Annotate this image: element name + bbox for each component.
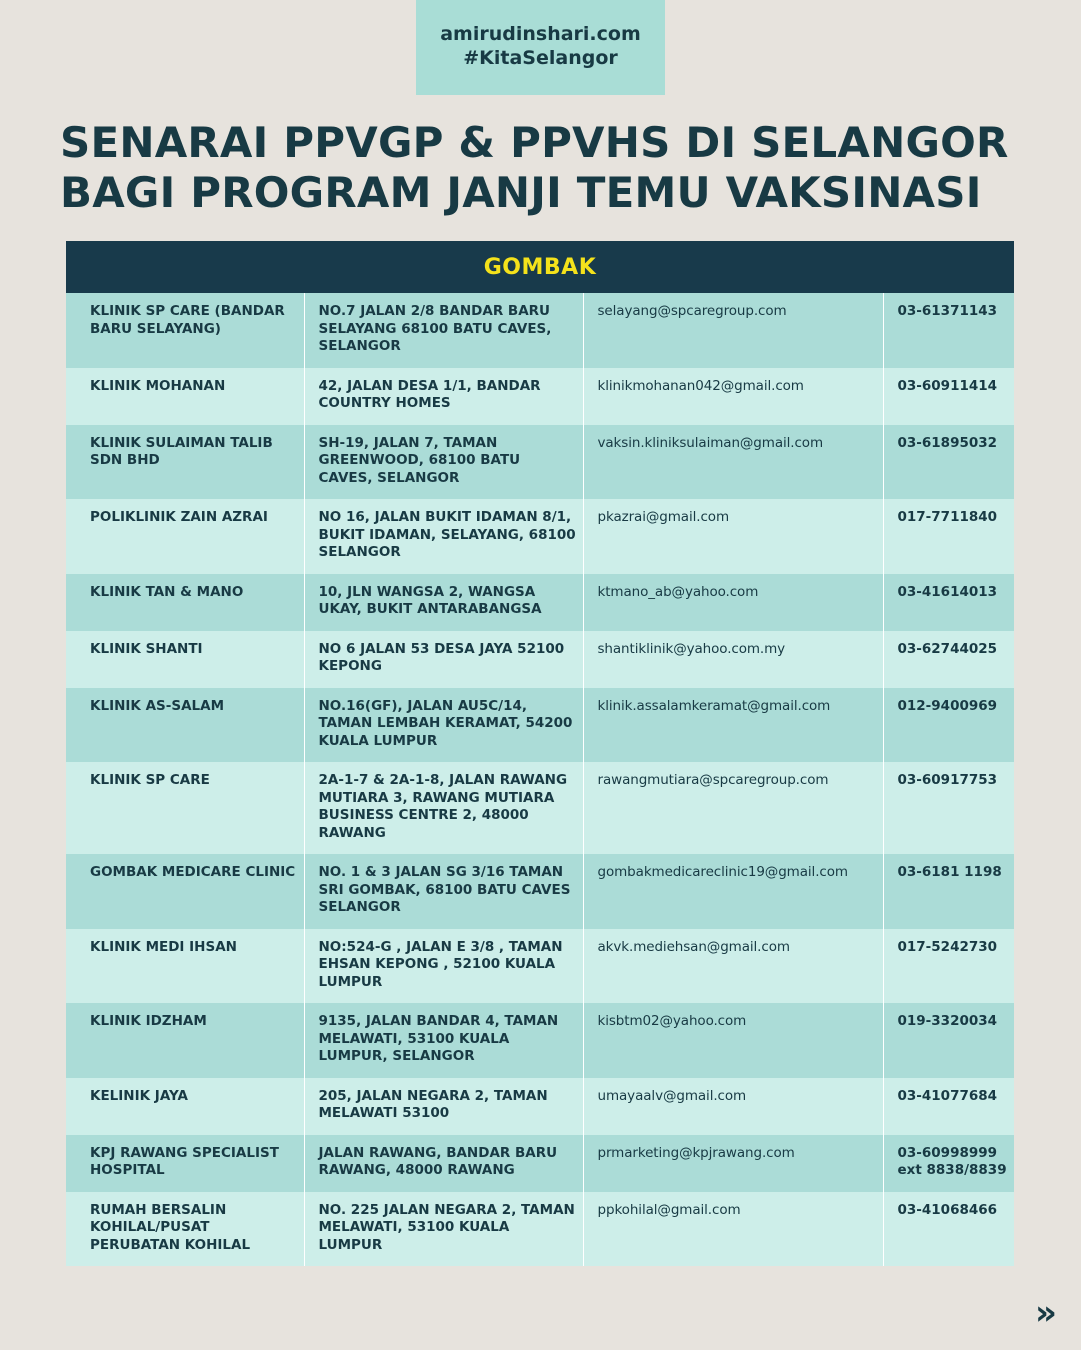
clinic-phone: 03-60998999 ext 8838/8839 (883, 1135, 1014, 1192)
clinic-email: gombakmedicareclinic19@gmail.com (583, 854, 883, 929)
clinic-email: klinik.assalamkeramat@gmail.com (583, 688, 883, 763)
clinic-email: umayaalv@gmail.com (583, 1078, 883, 1135)
clinic-email: rawangmutiara@spcaregroup.com (583, 762, 883, 854)
clinic-phone: 03-41068466 (883, 1192, 1014, 1267)
clinic-email: vaksin.kliniksulaiman@gmail.com (583, 425, 883, 500)
page-title-line-1: SENARAI PPVGP & PPVHS DI SELANGOR (60, 118, 1009, 167)
clinic-address: NO. 225 JALAN NEGARA 2, TAMAN MELAWATI, 53100 KUALA LUMPUR (304, 1192, 583, 1267)
clinic-name: KLINIK SP CARE (BANDAR BARU SELAYANG) (66, 293, 304, 368)
clinic-name: KELINIK JAYA (66, 1078, 304, 1135)
clinic-phone: 012-9400969 (883, 688, 1014, 763)
clinic-address: NO 16, JALAN BUKIT IDAMAN 8/1, BUKIT IDAMAN, SELAYANG, 68100 SELANGOR (304, 499, 583, 574)
clinic-list (66, 293, 1014, 1266)
site-badge (416, 0, 665, 95)
clinic-phone: 019-3320034 (883, 1003, 1014, 1078)
page-title (60, 118, 1050, 218)
clinic-address: 9135, JALAN BANDAR 4, TAMAN MELAWATI, 53100 KUALA LUMPUR, SELANGOR (304, 1003, 583, 1078)
clinic-name: KLINIK MOHANAN (66, 368, 304, 425)
clinic-phone: 03-41077684 (883, 1078, 1014, 1135)
table-row (66, 499, 1014, 574)
clinic-address: 205, JALAN NEGARA 2, TAMAN MELAWATI 53100 (304, 1078, 583, 1135)
table-row (66, 1135, 1014, 1192)
clinic-phone: 03-61895032 (883, 425, 1014, 500)
clinic-email: klinikmohanan042@gmail.com (583, 368, 883, 425)
clinic-address: 10, JLN WANGSA 2, WANGSA UKAY, BUKIT ANTARABANGSA (304, 574, 583, 631)
table-row (66, 293, 1014, 368)
clinic-name: KLINIK SULAIMAN TALIB SDN BHD (66, 425, 304, 500)
clinic-address: NO.16(GF), JALAN AU5C/14, TAMAN LEMBAH KERAMAT, 54200 KUALA LUMPUR (304, 688, 583, 763)
clinic-name: KLINIK SP CARE (66, 762, 304, 854)
clinic-address: SH-19, JALAN 7, TAMAN GREENWOOD, 68100 BATU CAVES, SELANGOR (304, 425, 583, 500)
table-row (66, 631, 1014, 688)
table-row (66, 1078, 1014, 1135)
clinic-phone: 017-5242730 (883, 929, 1014, 1004)
clinic-email: ppkohilal@gmail.com (583, 1192, 883, 1267)
clinic-address: NO:524-G , JALAN E 3/8 , TAMAN EHSAN KEPONG , 52100 KUALA LUMPUR (304, 929, 583, 1004)
clinic-name: GOMBAK MEDICARE CLINIC (66, 854, 304, 929)
clinic-phone: 03-60917753 (883, 762, 1014, 854)
hashtag-label: #KitaSelangor (463, 46, 618, 69)
clinic-email: prmarketing@kpjrawang.com (583, 1135, 883, 1192)
table-row (66, 929, 1014, 1004)
clinic-email: ktmano_ab@yahoo.com (583, 574, 883, 631)
clinic-address: NO.7 JALAN 2/8 BANDAR BARU SELAYANG 68100 BATU CAVES, SELANGOR (304, 293, 583, 368)
table-row (66, 1003, 1014, 1078)
clinic-address: 2A-1-7 & 2A-1-8, JALAN RAWANG MUTIARA 3, RAWANG MUTIARA BUSINESS CENTRE 2, 48000 RAWANG (304, 762, 583, 854)
clinic-table (66, 241, 1014, 1266)
table-row (66, 1192, 1014, 1267)
table-row (66, 425, 1014, 500)
clinic-address: JALAN RAWANG, BANDAR BARU RAWANG, 48000 RAWANG (304, 1135, 583, 1192)
clinic-name: KLINIK SHANTI (66, 631, 304, 688)
clinic-phone: 03-41614013 (883, 574, 1014, 631)
clinic-phone: 017-7711840 (883, 499, 1014, 574)
district-header: GOMBAK (66, 241, 1014, 293)
clinic-email: shantiklinik@yahoo.com.my (583, 631, 883, 688)
clinic-phone: 03-60911414 (883, 368, 1014, 425)
table-row (66, 368, 1014, 425)
table-row (66, 574, 1014, 631)
table-row (66, 854, 1014, 929)
clinic-phone: 03-61371143 (883, 293, 1014, 368)
clinic-name: KLINIK AS-SALAM (66, 688, 304, 763)
clinic-name: KPJ RAWANG SPECIALIST HOSPITAL (66, 1135, 304, 1192)
clinic-email: selayang@spcaregroup.com (583, 293, 883, 368)
clinic-name: RUMAH BERSALIN KOHILAL/PUSAT PERUBATAN KOHILAL (66, 1192, 304, 1267)
clinic-address: 42, JALAN DESA 1/1, BANDAR COUNTRY HOMES (304, 368, 583, 425)
next-page-icon[interactable]: » (1035, 1293, 1057, 1333)
page-title-line-2: BAGI PROGRAM JANJI TEMU VAKSINASI (60, 168, 982, 217)
clinic-name: POLIKLINIK ZAIN AZRAI (66, 499, 304, 574)
clinic-name: KLINIK IDZHAM (66, 1003, 304, 1078)
table-row (66, 688, 1014, 763)
clinic-phone: 03-62744025 (883, 631, 1014, 688)
clinic-address: NO. 1 & 3 JALAN SG 3/16 TAMAN SRI GOMBAK, 68100 BATU CAVES SELANGOR (304, 854, 583, 929)
clinic-name: KLINIK MEDI IHSAN (66, 929, 304, 1004)
clinic-phone: 03-6181 1198 (883, 854, 1014, 929)
clinic-email: akvk.mediehsan@gmail.com (583, 929, 883, 1004)
clinic-name: KLINIK TAN & MANO (66, 574, 304, 631)
clinic-email: pkazrai@gmail.com (583, 499, 883, 574)
website-label: amirudinshari.com (440, 22, 641, 45)
clinic-address: NO 6 JALAN 53 DESA JAYA 52100 KEPONG (304, 631, 583, 688)
clinic-email: kisbtm02@yahoo.com (583, 1003, 883, 1078)
table-row (66, 762, 1014, 854)
